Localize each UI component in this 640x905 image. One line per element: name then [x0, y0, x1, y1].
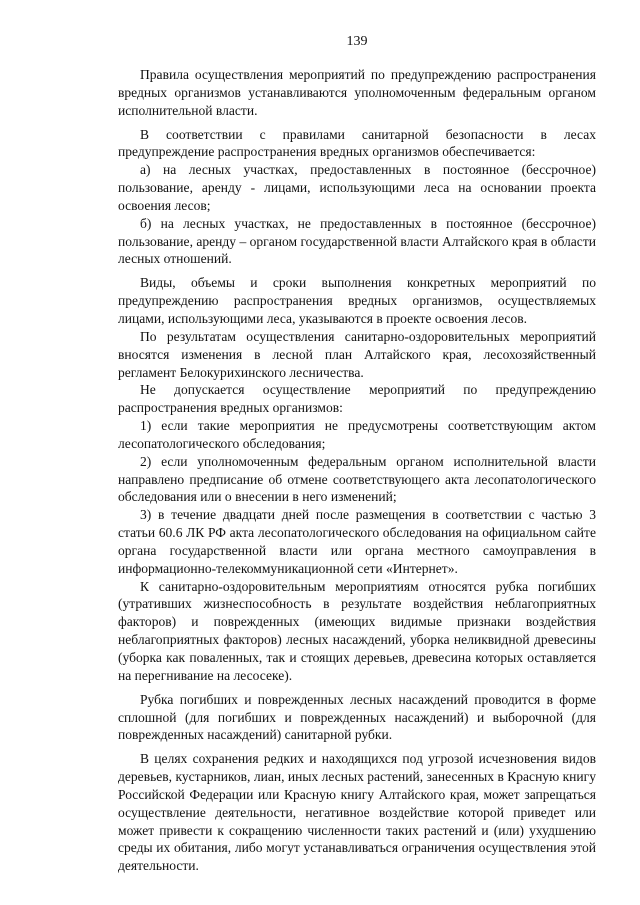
document-body: [118, 66, 596, 875]
paragraph-sanitary-measures: К санитарно-оздоровительным мероприятиям относятся рубка погибших (утративших жизнеспособность в результате воздействия неблагоприятных факторов) и поврежденных (имеющих видимые признаки воздействия неблагоприятных факторов) лесных насаждений, уборка неликвидной древесины (уборка как поваленных, так и стоящих деревьев, древесина которых оставляется на перегнивание на лесосеке).: [118, 578, 596, 683]
paragraph-results-changes: По результатам осуществления санитарно-оздоровительных мероприятий вносятся изменения в лесной план Алтайского края, лесохозяйственный регламент Белокурихинского лесничества.: [118, 328, 596, 380]
paragraph-item-1: 1) если такие мероприятия не предусмотрены соответствующим актом лесопатологического обследования;: [118, 418, 596, 451]
page-number: 139: [346, 34, 368, 49]
paragraph-not-allowed: Не допускается осуществление мероприятий по предупреждению распространения вредных организмов:: [118, 382, 596, 416]
paragraph-item-b-unleased-plots: б) на лесных участках, не предоставленных в постоянное (бессрочное) пользование, аренду – органом государственной власти Алтайского края в области лесных отношений.: [118, 215, 596, 267]
paragraph-item-3: 3) в течение двадцати дней после размещения в соответствии с частью 3 статьи 60.6 ЛК РФ акта лесопатологического обследования на официальном сайте органа государственной власти или органа местного самоуправления в информационно-телекоммуникационной сети «Интернет».: [118, 507, 596, 576]
paragraph-pest-rules-authority: Правила осуществления мероприятий по предупреждению распространения вредных организмов устанавливаются уполномоченным федеральным органом исполнительной власти.: [118, 67, 596, 118]
paragraph-types-volumes-terms: Виды, объемы и сроки выполнения конкретных мероприятий по предупреждению распространения вредных организмов, осуществляемых лицами, использующими леса, указываются в проекте освоения лесов.: [118, 275, 596, 326]
paragraph-item-a-leased-plots: а) на лесных участках, предоставленных в постоянное (бессрочное) пользование, аренду - лицами, использующими леса на основании проекта освоения лесов;: [118, 162, 596, 213]
paragraph-item-2: 2) если уполномоченным федеральным органом исполнительной власти направлено предписание об отмене соответствующего акта лесопатологического обследования или о внесении в него изменений;: [118, 453, 596, 505]
paragraph-felling-forms: Рубка погибших и поврежденных лесных насаждений проводится в форме сплошной (для погибших и поврежденных насаждений) и выборочной (для поврежденных насаждений) санитарной рубки.: [118, 691, 596, 743]
paragraph-rare-species: В целях сохранения редких и находящихся под угрозой исчезновения видов деревьев, кустарников, лиан, иных лесных растений, занесенных в Красную книгу Российской Федерации или Красную книгу Алтайского края, может запрещаться осуществление деятельности, негативное воздействие которой приведет или может привести к сокращению численности таких растений и (или) ухудшению среды их обитания, либо могут устанавливаться ограничения осуществления этой деятельности.: [118, 751, 597, 874]
paragraph-sanitary-safety-rules: В соответствии с правилами санитарной безопасности в лесах предупреждение распространения вредных организмов обеспечивается:: [118, 126, 596, 160]
